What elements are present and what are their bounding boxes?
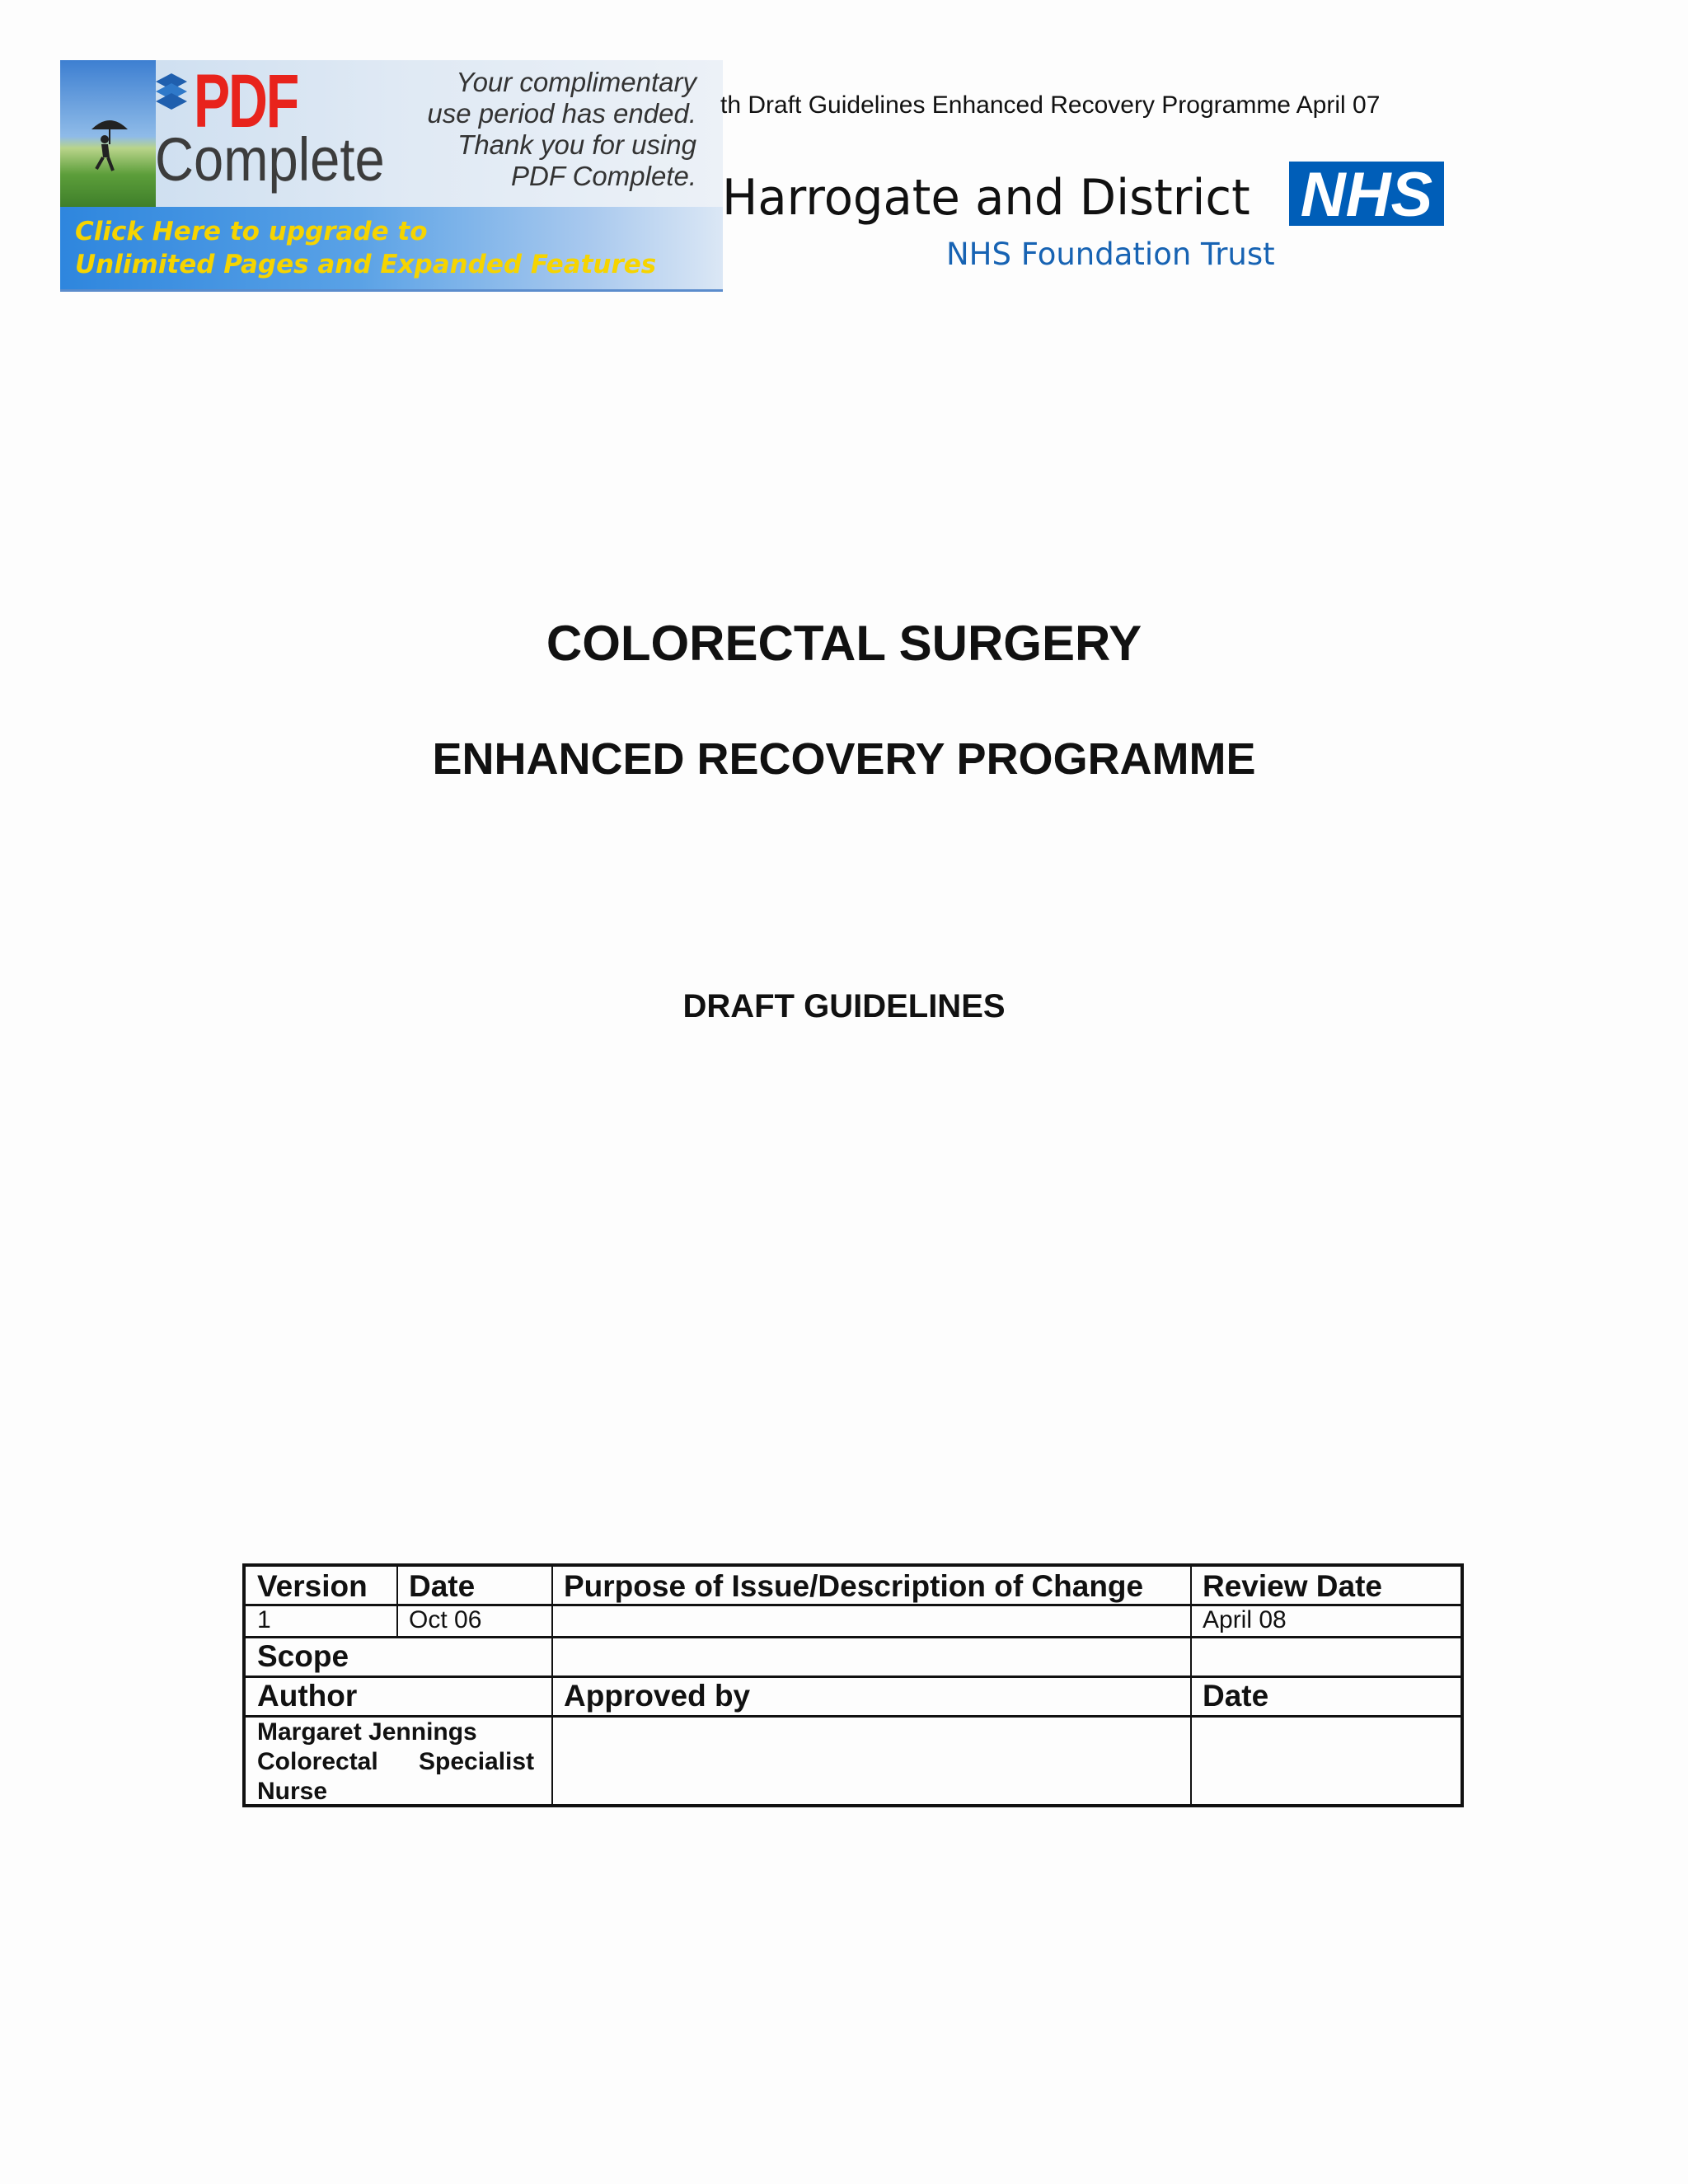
table-rule (246, 1636, 1461, 1638)
scope-label: Scope (257, 1639, 349, 1673)
upgrade-link-strip[interactable] (60, 207, 723, 289)
promo-message-line: Your complimentary (456, 67, 696, 97)
row-review-date: April 08 (1203, 1606, 1287, 1633)
author-role-word: Nurse (257, 1778, 328, 1805)
document-subtitle: ENHANCED RECOVERY PROGRAMME (432, 734, 1256, 784)
promo-message-line: Thank you for using (457, 129, 696, 160)
promo-message-line: PDF Complete. (511, 161, 696, 191)
table-rule (1190, 1567, 1192, 1804)
version-control-table (242, 1563, 1464, 1807)
document-status: DRAFT GUIDELINES (682, 988, 1006, 1024)
complete-brand-word: Complete (155, 125, 385, 194)
header-purpose: Purpose of Issue/Description of Change (564, 1569, 1144, 1603)
row-version: 1 (257, 1606, 271, 1633)
author-label: Author (257, 1679, 358, 1713)
date-label: Date (1203, 1679, 1269, 1713)
header-version: Version (257, 1569, 368, 1603)
table-rule (396, 1567, 398, 1636)
document-title: COLORECTAL SURGERY (546, 616, 1142, 671)
pdf-brand-word: PDF (194, 59, 298, 143)
organisation-name: Harrogate and District (722, 169, 1250, 227)
pdf-complete-upgrade-banner[interactable] (60, 60, 723, 292)
row-date: Oct 06 (409, 1606, 482, 1633)
nhs-logo (1289, 162, 1444, 226)
author-name: Margaret Jennings (257, 1718, 477, 1746)
trust-name: NHS Foundation Trust (946, 237, 1275, 272)
layers-stack-icon (152, 70, 190, 116)
nhs-logo-text: NHS (1300, 162, 1433, 226)
banner-photo (60, 60, 156, 207)
upgrade-link-line[interactable]: Unlimited Pages and Expanded Features (75, 250, 657, 279)
header-review-date: Review Date (1203, 1569, 1382, 1603)
umbrella-man-icon (85, 111, 134, 174)
author-role-word: Colorectal (257, 1748, 378, 1775)
table-rule (246, 1675, 1461, 1678)
promo-message-line: use period has ended. (427, 98, 696, 129)
header-date: Date (409, 1569, 476, 1603)
approved-by-label: Approved by (564, 1679, 751, 1713)
author-role-word: Specialist (419, 1748, 535, 1775)
table-rule (551, 1567, 553, 1804)
running-header: th Draft Guidelines Enhanced Recovery Programme April 07 (720, 91, 1381, 119)
upgrade-link-line[interactable]: Click Here to upgrade to (75, 217, 428, 246)
